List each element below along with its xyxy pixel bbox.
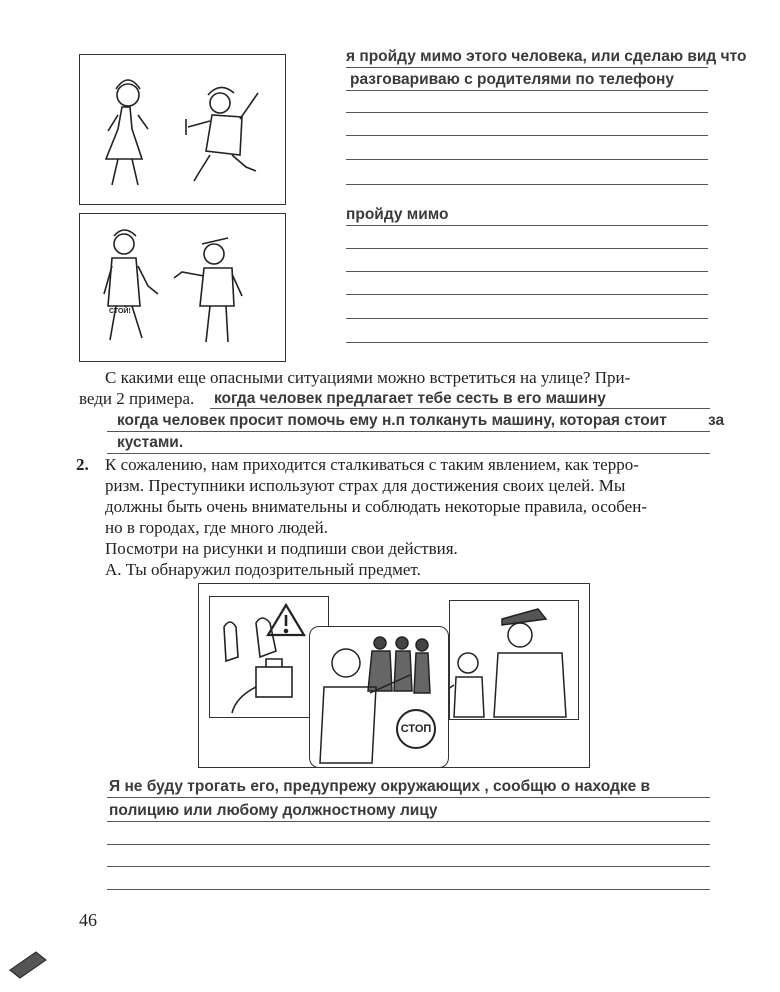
- answer-1-line-1: я пройду мимо этого человека, или сделаю вид что: [346, 48, 747, 65]
- answer-line: [107, 453, 710, 454]
- stop-sign: СТОП: [396, 709, 436, 749]
- answer-line: [107, 889, 710, 890]
- question-1-line-2: веди 2 примера.: [79, 389, 195, 408]
- question-1-answer-2-tail: за: [708, 412, 725, 429]
- answer-line: [346, 294, 708, 295]
- illustration-scene-2: [79, 213, 286, 362]
- answer-line: [107, 797, 710, 798]
- task-2-text-line-2: ризм. Преступники используют страх для достижения своих целей. Мы: [105, 476, 626, 495]
- police-panel: [449, 600, 579, 720]
- answer-line: [346, 248, 708, 249]
- question-1-answer-3: кустами.: [117, 434, 184, 451]
- police-panel-drawing: [450, 601, 578, 719]
- answer-line: [346, 90, 708, 91]
- answer-line: [346, 225, 708, 226]
- answer-line: [107, 866, 710, 867]
- illustration-scene-1: [79, 54, 286, 205]
- answer-line: [107, 844, 710, 845]
- task-2-number: 2.: [76, 455, 89, 474]
- answer-line: [346, 67, 708, 68]
- question-1-answer-2: когда человек просит помочь ему н.п толкануть машину, которая стоит: [117, 412, 667, 429]
- question-1-answer-1: когда человек предлагает тебе сесть в его машину: [214, 390, 606, 407]
- scene-2-drawing: [80, 214, 284, 360]
- answer-line: [210, 408, 710, 409]
- answer-line: [107, 821, 710, 822]
- page-number: 46: [79, 910, 97, 930]
- task-2-item-a: А. Ты обнаружил подозрительный предмет.: [105, 560, 421, 579]
- answer-line: [346, 112, 708, 113]
- illustration-suspicious-object: [198, 583, 590, 768]
- stop-panel: [309, 626, 449, 768]
- answer-line: [346, 342, 708, 343]
- scene-2-figure-label: СТОЙ!: [109, 308, 131, 315]
- answer-line: [346, 135, 708, 136]
- answer-line: [346, 184, 708, 185]
- task-2-answer-2: полицию или любому должностному лицу: [109, 802, 438, 819]
- answer-line: [107, 431, 710, 432]
- task-2-instruction: Посмотри на рисунки и подпиши свои действия.: [105, 539, 458, 558]
- answer-line: [346, 159, 708, 160]
- question-1-line-1: С какими еще опасными ситуациями можно встретиться на улице? При-: [105, 368, 631, 387]
- task-2-text-line-3: должны быть очень внимательны и соблюдать некоторые правила, особен-: [105, 497, 647, 516]
- eraser-icon: [6, 946, 50, 982]
- answer-line: [346, 318, 708, 319]
- task-2-text-line-4: но в городах, где много людей.: [105, 518, 328, 537]
- answer-1-line-2: разговариваю с родителями по телефону: [350, 71, 674, 88]
- stop-panel-drawing: [310, 627, 448, 767]
- answer-line: [346, 271, 708, 272]
- task-2-answer-1: Я не буду трогать его, предупрежу окружающих , сообщю о находке в: [109, 778, 651, 795]
- scene-1-drawing: [80, 55, 284, 203]
- task-2-text-line-1: К сожалению, нам приходится сталкиваться с таким явлением, как терро-: [105, 455, 639, 474]
- answer-2-line-1: пройду мимо: [346, 206, 449, 223]
